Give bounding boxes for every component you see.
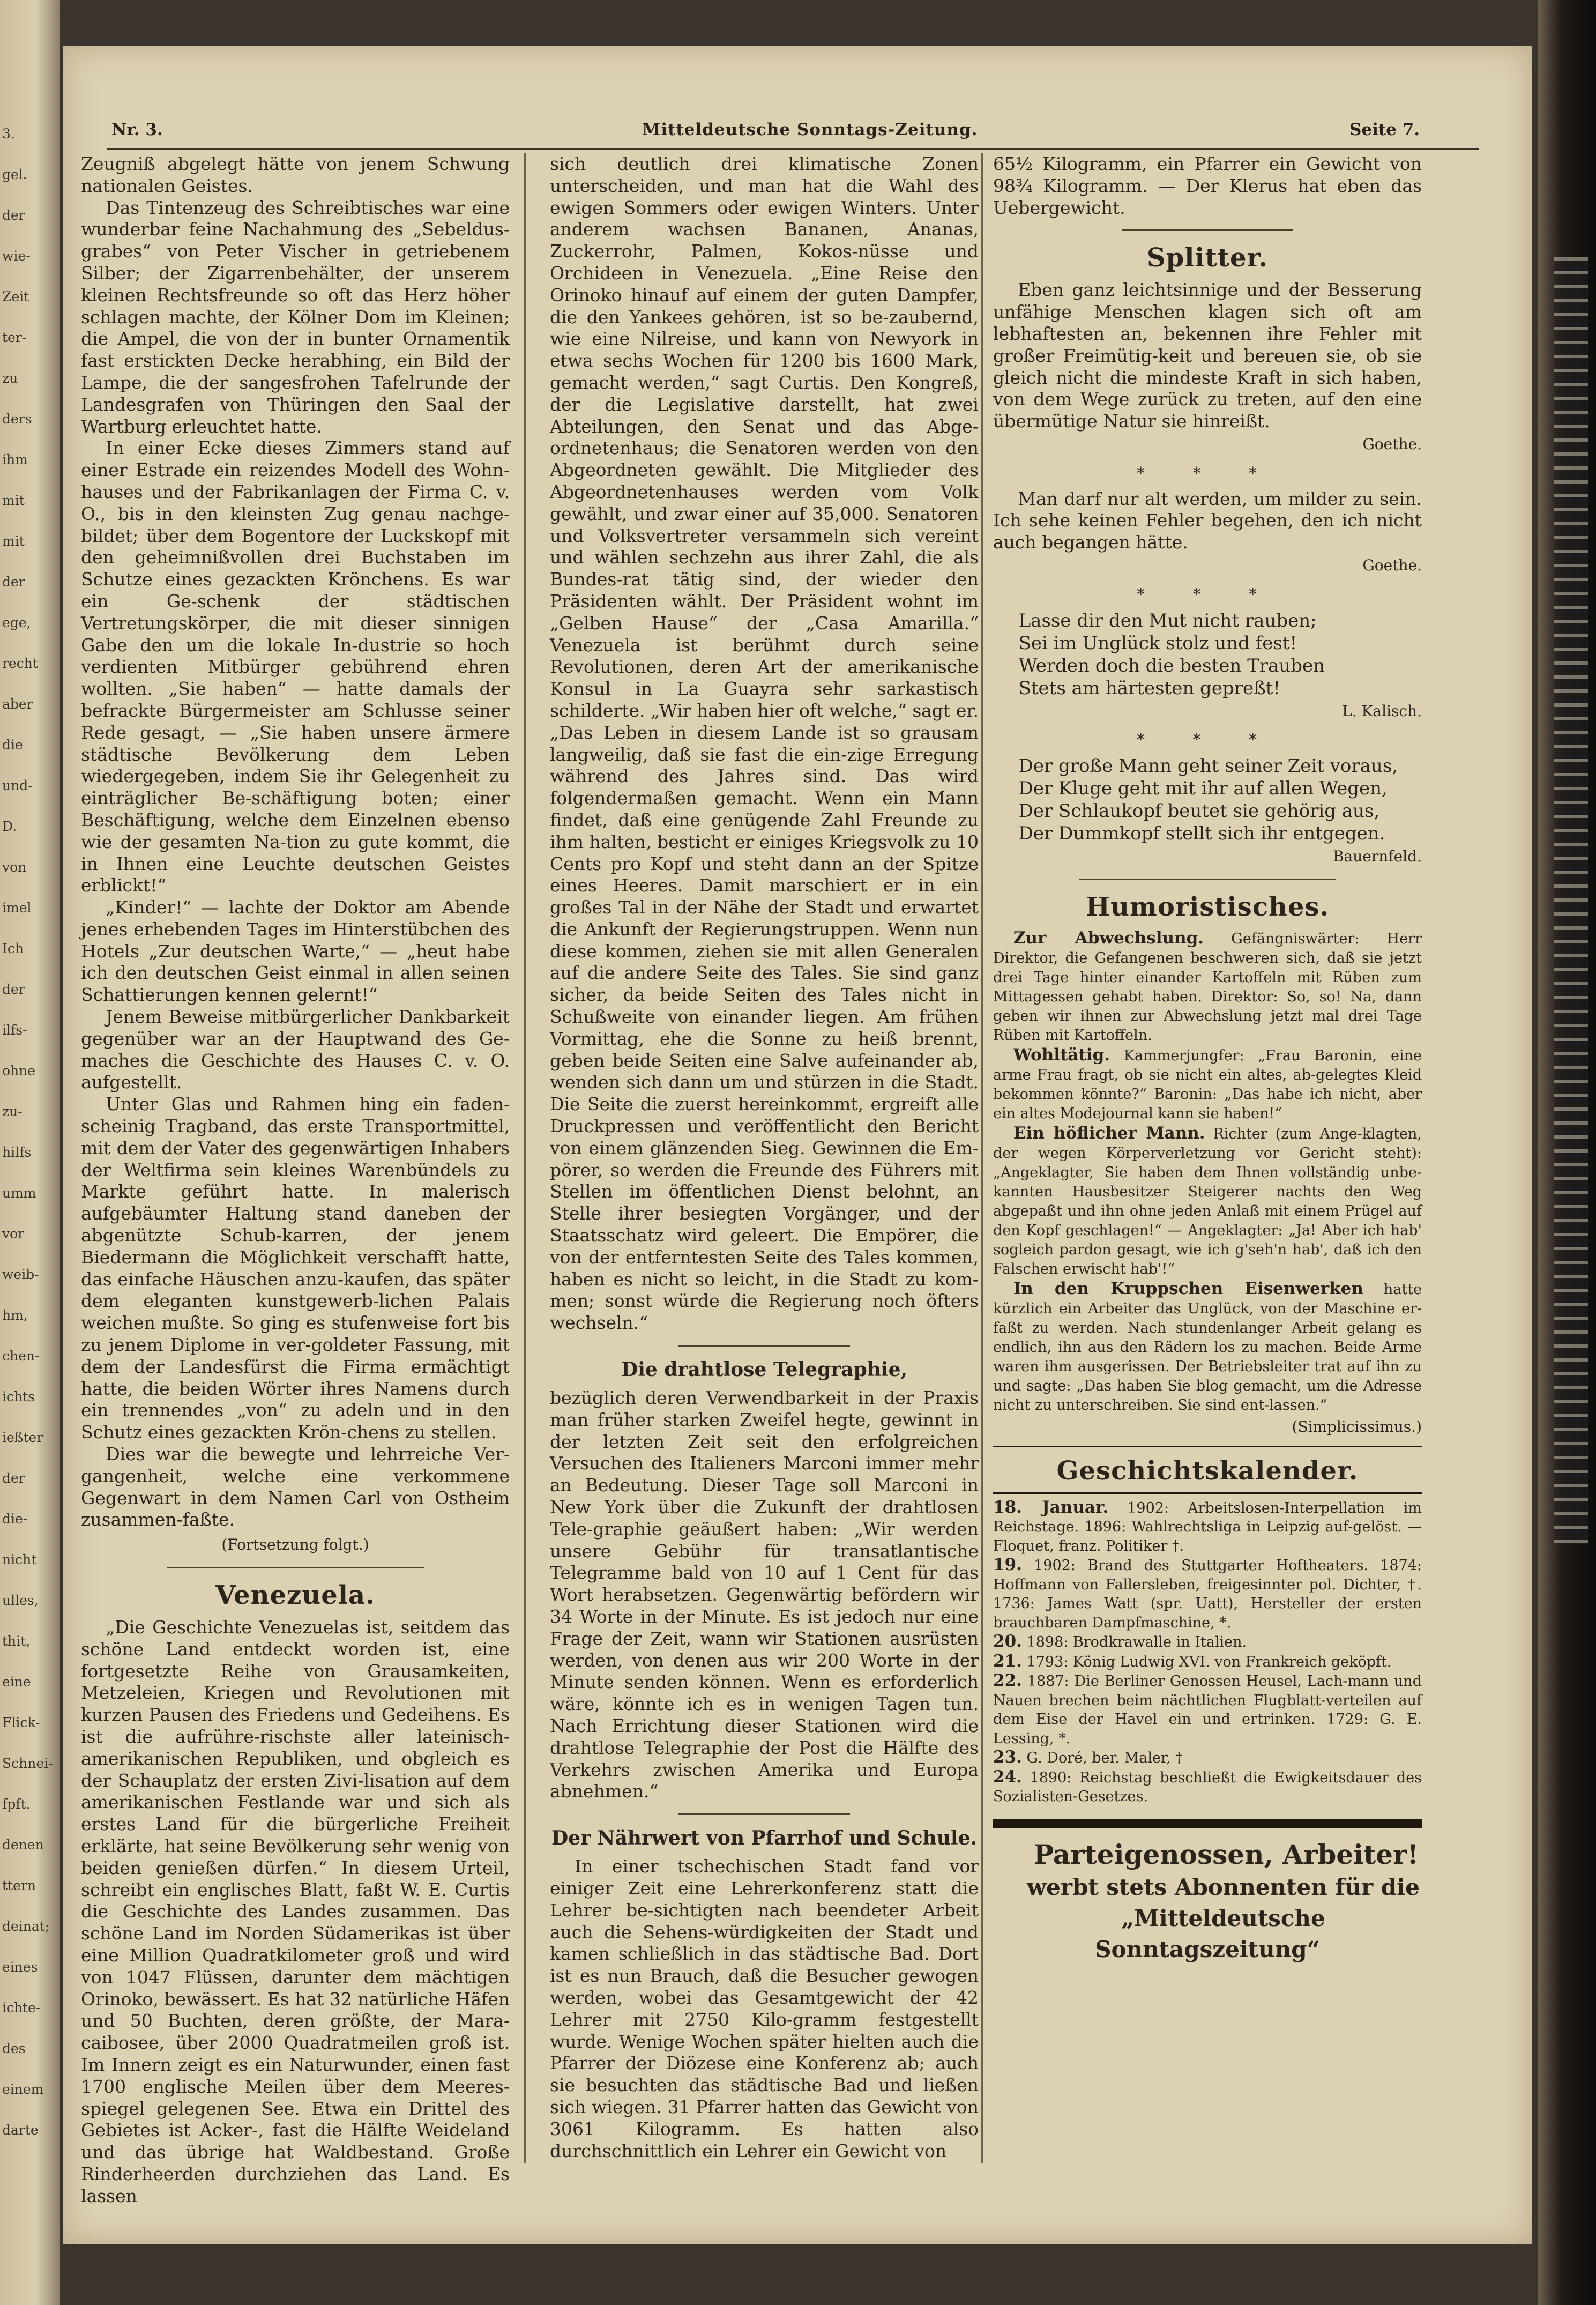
left-page-fragment: ilfs- [2, 1022, 27, 1038]
venezuela-paragraph: „Die Geschichte Venezuelas ist, seitdem das schöne Land entdeckt worden ist, eine fortgesetzte Reihe von Grausamkeiten, Metzeleien, Kriegen und Revolutionen mit kurzen Pausen des Friedens und Gedeihens. Es ist die aufrühre-rischste aller lateinisch-amerikanischen Republiken, und obgleich es der Schauplatz der ersten Zivi-lisation auf dem amerikanischen Festlande war und sich als erstes Land für die bürgerliche Freiheit erklärte, hat seine Bevölkerung sehr wenig von beiden genießen dürfen.“ In diesem Urteil, schreibt ein englisches Blatt, faßt W. E. Curtis die Geschichte des Landes zusammen. Das schöne Land im Norden Südamerikas ist über eine Million Quadratkilometer groß und wird von 1047 Flüssen, darunter dem mächtigen Orinoko, bewässert. Es hat 32 natürliche Häfen und 50 Buchten, deren größte, der Mara-caibosee, über 2000 Quadratmeilen groß ist. Im Innern zeigt es ein Naturwunder, einen fast 1700 englische Meilen über dem Meeres-spiegel gelegenen See. Etwa ein Drittel des Gebietes ist Acker-, fast die Hälfte Weideland und das übrige hat Waldbestand. Große Rinderheerden durchziehen das Land. Es lassen [81, 1617, 510, 2206]
left-page-fragment: der [2, 574, 25, 590]
venezuela-heading: Venezuela. [215, 1580, 375, 1610]
left-page-fragment: eines [2, 1959, 38, 1975]
left-page-fragment: ter- [2, 330, 27, 345]
humor-heading: Humoristisches. [1085, 891, 1330, 922]
star-separator: * * * [1136, 731, 1279, 750]
calendar-entry [993, 1671, 1422, 1748]
joke-text: Gefängniswärter: Herr Direktor, die Gefangenen beschweren sich, daß sie jetzt drei Tage hinter einander Kartoffeln mit Rüben zum Mittagessen gehabt haben. Direktor: So, so! Na, dann geben wir ihnen zur Abwechslung jetzt mal drei Tage Rüben mit Kartoffeln. [993, 930, 1422, 1044]
joke-text: Richter (zum Ange-klagten, der wegen Körperverletzung vor Gericht steht): „Angeklagter, Sie haben dem Ihnen vollständig unbe-kannten Hausbesitzer Steigerer nachts den Weg abgepaßt und ihn ohne jeden Anlaß mit einem Prügel auf den Kopf geschlagen!“ — Angeklagter: „Ja! Aber ich hab' sogleich pardon gesagt, wie ich g'seh'n hab', daß ich den Falschen erwischt hab'!“ [993, 1125, 1422, 1277]
paragraph: sich deutlich drei klimatische Zonen unterscheiden, und man hat die Wahl des ewigen Sommers oder ewigen Winters. Unter anderem wachsen Bananen, Ananas, Zuckerrohr, Palmen, Kokos-nüsse und Orchideen in Venezuela. „Eine Reise den Orinoko hinauf auf einem der guten Dampfer, die den Yankees gehören, ist so be-zaubernd, wie eine Nilreise, und kann von Newyork in etwa sechs Wochen für 1200 bis 1600 Mark, gemacht werden,“ sagt Curtis. Den Kongreß, der die Legislative darstellt, hat zwei Abteilungen, den Senat und das Abge-ordnetenhaus; die Senatoren werden von den Abgeordneten gewählt. Die Mitglieder des Abgeordnetenhauses werden vom Volk gewählt, und zwar einer auf 35,000. Senatoren und Volksvertreter versammeln sich vereint und wählen sechzehn aus ihrer Zahl, die als Bundes-rat tätig sind, der wieder den Präsidenten wählt. Der Präsident wohnt im „Gelben Hause“ der „Casa Amarilla.“ Venezuela ist berühmt durch seine Revolutionen, deren Art der amerikanische Konsul in La Guayra sehr sarkastisch schilderte. „Wir haben hier oft welche,“ sagt er. „Das Leben in diesem Lande ist so grausam langweilig, daß sie fast die ein-zige Erregung während des Jahres sind. Das wird folgendermaßen gemacht. Wenn ein Mann findet, daß eine genügende Zahl Freunde zu ihm halten, besticht er einiges Kriegsvolk zu 10 Cents pro Kopf und steht dann an der Spitze eines Heeres. Damit marschiert er in ein großes Tal in der Nähe der Stadt und erwartet die Ankunft der Regierungstruppen. Wenn nun diese kommen, ziehen sie mit allen Generalen auf die andere Seite des Tales. Sie sind ganz sicher, da beide Seiten des Tales nicht in Schußweite von einander liegen. Am frühen Vormittag, ehe die Sonne zu heiß brennt, geben beide Seiten eine Salve aufeinander ab, wenden sich dann um und stürzen in die Stadt. Die Seite die zuerst hereinkommt, ergreift alle Druckpressen und veröffentlicht den Bericht von einem glänzenden Sieg. Gewinnen die Em-pörer, so werden die Freunde des Führers mit Stellen im öffentlichen Dienst belohnt, an Stelle ihrer besiegten Vorgänger, und der Staatsschatz wird geleert. Die Empörer, die von der entferntesten Seite des Tales kommen, haben es nicht so leicht, in die Stadt zu kom-men; sonst würde die Regierung noch öfters wechseln.“ [550, 153, 979, 1334]
left-page-fragment: Schnei- [2, 1756, 53, 1771]
joke-title: In den Kruppschen Eisenwerken [1013, 1278, 1363, 1298]
calendar-rule [993, 1446, 1422, 1447]
adjacent-page-edge [0, 0, 60, 2305]
left-page-fragment: hilfs [2, 1144, 32, 1160]
star-separator: * * * [1136, 585, 1279, 604]
paragraph: Das Tintenzeug des Schreibtisches war eine wunderbar feine Nachahmung des „Sebeldus-grabes“ von Peter Vischer in getriebenem Silber; der Zigarrenbehälter, der unserem kleinen Rechtsfreunde so oft das Herz höher schlagen machte, der Kölner Dom im Kleinen; die Ampel, die von der in bunter Ornamentik fast erstickten Decke herabhing, ein Bild der Lampe, die der sangesfrohen Tafelrunde der Landesgrafen von Thüringen den Saal der Wartburg erleuchtet hatte. [81, 197, 510, 437]
left-page-fragment: des [2, 2041, 26, 2056]
left-page-fragment: imel [2, 900, 32, 916]
paragraph: Unter Glas und Rahmen hing ein faden-scheinig Tragband, das erste Transportmittel, mit dem der Vater des gegenwärtigen Inhabers der Weltfirma sein kleines Warenbündels zu Markte geführt hatte. In malerisch aufgebäumter Haltung stand daneben der abgenützte Schub-karren, der jenem Biedermann die Möglichkeit verschafft hatte, das einfache Häuschen anzu-kaufen, das später dem eleganten kunstgewerb-lichen Palais weichen mußte. So ging es stufenweise fort bis zu jenem Diplome in ver-goldeter Fassung, mit dem der Landesfürst die Firma ermächtigt hatte, die beiden Wörter ihres Namens durch ein trennendes „von“ zu adeln und in den Schutz eines gezackten Krön-chens zu stellen. [81, 1094, 510, 1443]
telegraphy-paragraph: bezüglich deren Verwendbarkeit in der Praxis man früher starken Zweifel hegte, gewinnt in der letzten Zeit seit den erfolgreichen Versuchen des Italieners Marconi immer mehr an Bedeutung. Dieser Tage soll Marconi in New York über die Zukunft der drahtlosen Tele-graphie geäußert haben: „Wir werden unsere Gebühr für transatlantische Telegramme bald von 10 auf 1 Cent für das Wort herabsetzen. Gegenwärtig befördern wir 34 Worte in der Minute. Es ist jedoch nur eine Frage der Zeit, wann wir Stationen ausrüsten werden, von denen aus wir 200 Worte in der Minute senden können. Wenn es erforderlich wäre, könnte ich es in wenigen Tagen tun. Nach Errichtung dieser Stationen wird die drahtlose Telegraphie der Post die Hälfte des Verkehrs zwischen Amerika und Europa abnehmen.“ [550, 1387, 979, 1802]
left-page-fragment: vor [2, 1226, 25, 1241]
left-page-fragment: ichte- [2, 2000, 41, 2016]
calendar-entry [993, 1768, 1422, 1806]
calendar-date: 23. [993, 1748, 1022, 1767]
left-page-fragment: ulles, [2, 1593, 39, 1608]
left-page-fragment: der [2, 1470, 25, 1486]
left-page-fragment: die [2, 737, 23, 753]
verse-line: Stets am härtesten gepreßt! [1018, 677, 1281, 699]
section-separator [1122, 229, 1293, 231]
calendar-text: 1902: Brand des Stuttgarter Hoftheaters. 1874: Hoffmann von Fallersleben, freigesinnter pol. Dichter, †. 1736: James Watt (spr. Uatt), Hersteller der ersten brauchbaren Dampfmaschine, *. [993, 1557, 1422, 1631]
left-page-fragment: von [2, 859, 27, 875]
paragraph: Jenem Beweise mitbürgerlicher Dankbarkeit gegenüber war an der Hauptwand des Ge-maches die Geschichte des Hauses C. v. O. aufgestellt. [81, 1006, 510, 1093]
section-separator [678, 1813, 850, 1815]
issue-number: Nr. 3. [111, 120, 163, 139]
left-page-fragment: ttern [2, 1878, 36, 1893]
left-page-fragment: Flick- [2, 1715, 40, 1730]
left-page-fragment: weib- [2, 1267, 39, 1282]
column-divider [981, 153, 983, 2163]
naehrwert-heading: Der Nährwert von Pfarrhof und Schule. [551, 1827, 978, 1850]
calendar-entry [993, 1652, 1422, 1672]
left-page-fragment: ders [2, 411, 32, 427]
column-2 [550, 153, 979, 2162]
left-page-fragment: wie- [2, 248, 31, 264]
calendar-entry [993, 1748, 1422, 1768]
left-page-fragment: nicht [2, 1552, 37, 1567]
left-page-fragment: recht [2, 656, 38, 671]
calendar-date: 19. [993, 1555, 1022, 1575]
left-page-fragment: ohne [2, 1063, 36, 1079]
paragraph: Zeugniß abgelegt hätte von jenem Schwung nationalen Geistes. [81, 153, 510, 196]
paragraph: 65½ Kilogramm, ein Pfarrer ein Gewicht von 98¾ Kilogramm. — Der Klerus hat eben das Uebergewicht. [993, 153, 1422, 218]
attribution: Bauernfeld. [1332, 847, 1422, 866]
verse-line: Der große Mann geht seiner Zeit voraus, [1018, 755, 1398, 777]
left-page-fragment: ichts [2, 1389, 35, 1404]
left-page-fragment: mit [2, 493, 25, 508]
left-page-fragment: umm [2, 1185, 36, 1201]
calendar-entry [993, 1556, 1422, 1632]
calendar-entry [993, 1498, 1422, 1556]
left-page-fragment: D. [2, 819, 17, 834]
attribution: Goethe. [1362, 556, 1422, 574]
ad-headline: Parteigenossen, Arbeiter! [1033, 1838, 1419, 1870]
column-1 [81, 153, 510, 2207]
left-page-fragment: aber [2, 696, 33, 712]
paragraph: In einer Ecke dieses Zimmers stand auf einer Estrade ein reizendes Modell des Wohn-hauses und der Fabrikanlagen der Firma C. v. O., bis in den kleinsten Zug genau nachge-bildet; über dem Bogentore der Luckskopf mit den geheimnißvollen drei Buchstaben im Schutze eines gezackten Krönchens. Es war ein Ge-schenk der städtischen Vertretungskörper, die mit dieser sinnigen Gabe den um die lokale In-dustrie so hoch verdienten Mitbürger gebührend ehren wollten. „Sie haben“ — hatte damals der befrackte Bürgermeister am Schlusse seiner Rede gesagt, — „Sie haben unsere ärmere städtische Bevölkerung dem Leben wiedergegeben, indem Sie ihr Gelegenheit zu einträglicher Be-schäftigung boten; einer Beschäftigung, welche dem Einzelnen ebenso wie der gesamten Na-tion zu gute kommt, die in Ihnen eine Leuchte deutschen Geistes erblickt!“ [81, 437, 510, 896]
left-page-fragment: zu- [2, 1104, 23, 1119]
paragraph: „Kinder!“ — lachte der Doktor am Abende jenes erhebenden Tages im Hinterstübchen des Hotels „Zur deutschen Warte,“ — „heut habe ich den deutschen Geist einmal in allen seinen Schattierungen kennen gelernt!“ [81, 897, 510, 1006]
calendar-text: 1898: Brodkrawalle in Italien. [1026, 1634, 1247, 1651]
left-page-fragment: ege, [2, 615, 31, 630]
left-page-fragment: deinat; [2, 1919, 50, 1934]
left-page-fragment: chen- [2, 1348, 40, 1364]
column-divider [524, 153, 526, 2163]
telegraphy-heading: Die drahtlose Telegraphie, [621, 1358, 908, 1381]
column-3 [993, 153, 1422, 1965]
aphorism: Eben ganz leichtsinnige und der Besserung unfähige Menschen klagen sich oft am lebhaftesten an, bekennen ihre Fehler mit großer Freimütig-keit und bereuen sie, ob sie gleich nicht die mindeste Kraft in sich haben, von dem Wege zurück zu treten, auf den eine übermütige Natur sie hinreißt. [993, 279, 1422, 432]
section-separator [167, 1567, 424, 1568]
calendar-entry [993, 1632, 1422, 1652]
paragraph: Dies war die bewegte und lehrreiche Ver-gangenheit, welche eine verkommene Gegenwart in dem Namen Carl von Ostheim zusammen-faßte. [81, 1444, 510, 1530]
attribution: (Simplicissimus.) [1292, 1417, 1422, 1436]
left-page-fragment: ihm [2, 452, 28, 467]
joke-text: Kammerjungfer: „Frau Baronin, eine arme Frau fragt, ob sie nicht ein altes, ab-gelegtes Kleid bekommen könnte?“ Baronin: „Das habe ich nicht, aber ein altes Modejournal kann sie haben!“ [993, 1047, 1422, 1122]
calendar-date: 20. [993, 1632, 1022, 1652]
left-page-fragment: die- [2, 1511, 28, 1527]
calendar-date: 21. [993, 1651, 1022, 1671]
section-separator [678, 1345, 850, 1347]
left-page-fragment: und- [2, 778, 33, 793]
book-binding-edge [1538, 0, 1596, 2305]
left-page-fragment: der [2, 207, 25, 223]
newspaper-title: Mitteldeutsche Sonntags-Zeitung. [642, 120, 978, 139]
calendar-date: 18. Januar. [993, 1497, 1109, 1517]
calendar-text: G. Doré, ber. Maler, † [1026, 1750, 1183, 1767]
calendar-text: 1890: Reichstag beschließt die Ewigkeitsdauer des Sozialisten-Gesetzes. [993, 1769, 1422, 1805]
left-page-fragment: der [2, 982, 25, 997]
left-page-fragment: Ich [2, 941, 24, 956]
left-page-fragment: 3. [2, 126, 15, 142]
left-page-fragment: mit [2, 533, 25, 549]
humor-section [993, 928, 1422, 1438]
joke-title: Zur Abwechslung. [1013, 928, 1204, 948]
left-page-fragment: einem [2, 2081, 44, 2097]
left-page-fragment: eine [2, 1674, 31, 1690]
joke-title: Wohltätig. [1013, 1045, 1110, 1065]
left-page-fragment: thit, [2, 1633, 31, 1649]
verse-line: Der Kluge geht mit ihr auf allen Wegen, [1018, 778, 1388, 800]
joke-title: Ein höflicher Mann. [1013, 1123, 1205, 1143]
left-page-fragment: zu [2, 370, 18, 386]
left-page-fragment: Zeit [2, 289, 29, 304]
left-page-fragment: fpft. [2, 1796, 31, 1812]
calendar-heading: Geschichtskalender. [1056, 1455, 1359, 1486]
calendar-text: 1902: Arbeitslosen-Interpellation im Reichstage. 1896: Wahlrechtsliga in Leipzig auf-gelöst. — Floquet, franz. Politiker †. [993, 1499, 1422, 1555]
star-separator: * * * [1136, 464, 1279, 483]
header-rule [107, 148, 1479, 150]
calendar-date: 22. [993, 1671, 1022, 1691]
aphorism: Man darf nur alt werden, um milder zu sein. Ich sehe keinen Fehler begehen, den ich nicht auch begangen hätte. [993, 488, 1422, 553]
newspaper-page [63, 46, 1532, 2244]
calendar-text: 1887: Die Berliner Genossen Heusel, Lach-mann und Nauen brechen beim nächtlichen Flugblatt-verteilen auf dem Eise der Havel ein und ertrinken. 1729: G. E. Lessing, *. [993, 1673, 1422, 1747]
left-page-fragment: gel. [2, 167, 27, 182]
left-page-fragment: hm, [2, 1307, 28, 1323]
left-page-fragment: darte [2, 2122, 39, 2138]
left-page-fragment: ießter [2, 1430, 43, 1445]
continuation-note: (Fortsetzung folgt.) [221, 1536, 369, 1554]
calendar-rule [993, 1492, 1422, 1494]
verse-line: Werden doch die besten Trauben [1018, 655, 1325, 676]
binding-stripes [1554, 257, 1588, 1544]
calendar-text: 1793: König Ludwig XVI. von Frankreich geköpft. [1026, 1653, 1392, 1670]
left-page-fragment: denen [2, 1837, 44, 1853]
verse-line: Sei im Unglück stolz und fest! [1018, 632, 1297, 654]
page-number: Seite 7. [1349, 120, 1420, 139]
calendar-date: 24. [993, 1767, 1022, 1787]
verse-line: Lasse dir den Mut nicht rauben; [1018, 609, 1317, 631]
attribution: L. Kalisch. [1342, 702, 1422, 720]
ad-rule [993, 1819, 1422, 1828]
history-calendar [993, 1498, 1422, 1806]
ad-line: „Mitteldeutsche Sonntagszeitung“ [1095, 1905, 1325, 1962]
section-separator [1079, 879, 1336, 880]
joke-text: hatte kürzlich ein Arbeiter das Unglück, von der Maschine er-faßt zu werden. Nach stundenlanger Arbeit gelang es endlich, ihn aus den Rädern los zu machen. Beide Arme waren ihm ausgerissen. Der Betriebsleiter trat auf ihn zu und sagte: „Das haben Sie blog gemacht, um die Adresse nicht zu unterschreiben. Sie sind ent-lassen.“ [993, 1281, 1422, 1414]
ad-line: werbt stets Abonnenten für die [1026, 1873, 1420, 1900]
splitter-heading: Splitter. [1146, 243, 1269, 273]
naehrwert-paragraph: In einer tschechischen Stadt fand vor einiger Zeit eine Lehrerkonferenz statt die Lehrer be-sichtigten nach beendeter Arbeit auch die Sehens-würdigkeiten der Stadt und kamen schließlich in das städtische Bad. Dort ist es nun Brauch, daß die Besucher gewogen werden, wobei das Gesamtgewicht der 42 Lehrer mit 2750 Kilo-gramm festgestellt wurde. Wenige Wochen später hielten auch die Pfarrer der Diözese eine Konferenz ab; auch sie besuchten das städtische Bad und ließen sich wiegen. 31 Pfarrer hatten das Gewicht von 3061 Kilogramm. Es hatten also durchschnittlich ein Lehrer ein Gewicht von [550, 1856, 979, 2161]
verse-line: Der Schlaukopf beutet sie gehörig aus, [1018, 800, 1380, 822]
attribution: Goethe. [1362, 435, 1422, 453]
verse-line: Der Dummkopf stellt sich ihr entgegen. [1018, 823, 1385, 845]
